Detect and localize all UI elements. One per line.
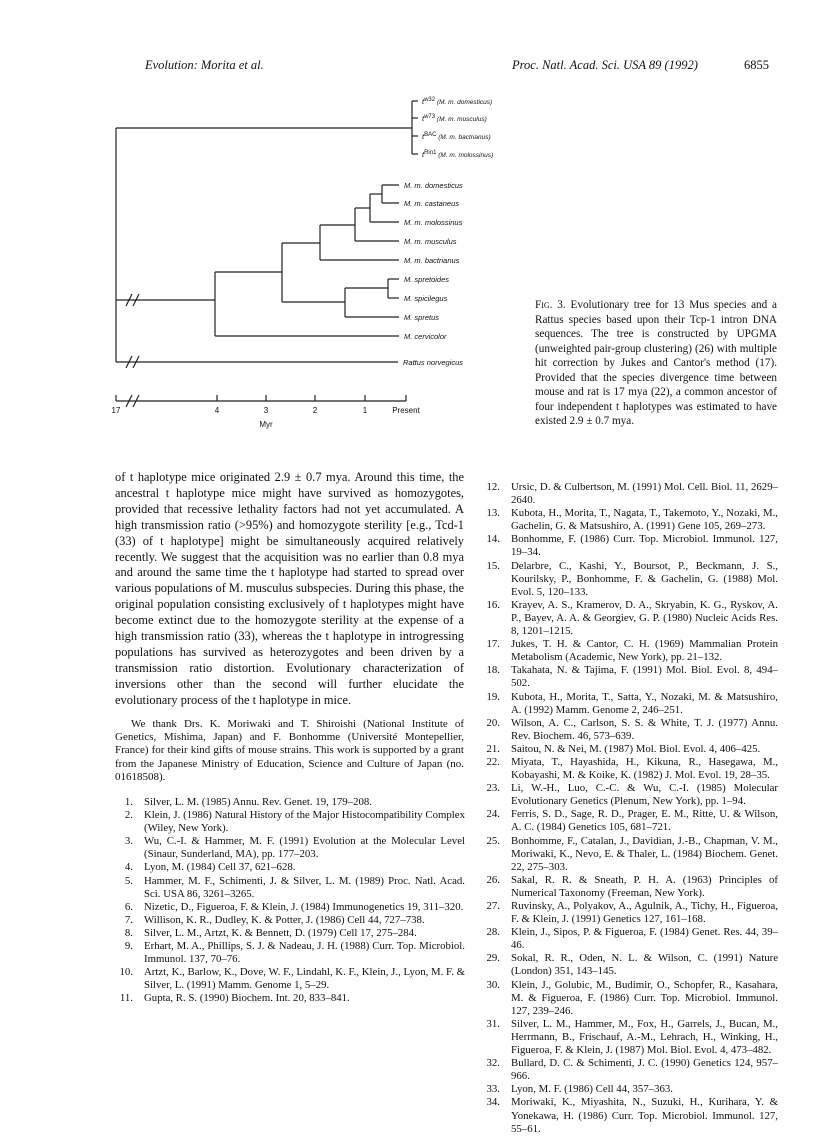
leaf-label: $t^{w73}$ (M. m. musculus) (422, 114, 487, 123)
reference-item (482, 638, 778, 664)
reference-item (115, 940, 465, 966)
leaf-label: $t^{w32}$ (M. m. domesticus) (422, 97, 493, 106)
reference-number: 26. (486, 873, 500, 886)
reference-text: Sakal, R. R. & Sneath, P. H. A. (1963) Principles of Numerical Taxonomy (Freeman, New York). (511, 873, 778, 899)
reference-number: 15. (486, 559, 500, 572)
time-axis (112, 406, 421, 429)
reference-item (115, 914, 465, 927)
reference-text: Krayev, A. S., Kramerov, D. A., Skryabin, K. G., Ryskov, A. P., Bayev, A. A. & Georgiev, G. P. (1980) Nucleic Acids Res. 8, 1201–1215. (511, 598, 778, 638)
axis-tick-label: 4 (214, 406, 220, 415)
reference-text: Lyon, M. F. (1986) Cell 44, 357–363. (511, 1083, 673, 1096)
reference-item (482, 782, 778, 808)
leaf-label: M. m. domesticus (404, 181, 463, 190)
reference-text: Moriwaki, K., Miyashita, N., Suzuki, H., Kurihara, Y. & Yonekawa, H. (1986) Curr. Top. Microbiol. Immunol. 127, 55–61. (511, 1096, 778, 1135)
reference-text: Hammer, M. F., Schimenti, J. & Silver, L. M. (1989) Proc. Natl. Acad. Sci. USA 86, 3261–3265. (144, 874, 465, 900)
reference-item (482, 599, 778, 638)
leaf-label: M. spretoides (404, 275, 450, 284)
reference-item (482, 533, 778, 559)
reference-text: Wilson, A. C., Carlson, S. S. & White, T. J. (1977) Annu. Rev. Biochem. 46, 573–639. (511, 716, 778, 742)
reference-text: Artzt, K., Barlow, K., Dove, W. F., Lindahl, K. F., Klein, J., Lyon, M. F. & Silver, L. (1991) Mamm. Genome 1, 5–29. (144, 966, 465, 992)
reference-text: Delarbre, C., Kashi, Y., Boursot, P., Beckmann, J. S., Kourilsky, P., Bonhomme, F. & Gachelin, G. (1988) Mol. Evol. 5, 120–133. (511, 559, 778, 598)
reference-number: 21. (486, 742, 500, 755)
tree-leaf-labels (403, 97, 493, 367)
reference-item (115, 809, 465, 835)
reference-text: Bonhomme, F. (1986) Curr. Top. Microbiol. Immunol. 127, 19–34. (511, 533, 778, 559)
reference-number: 5. (124, 874, 133, 887)
reference-item (482, 1083, 778, 1096)
reference-item (482, 717, 778, 743)
reference-text: Klein, J. (1986) Natural History of the Major Histocompatibility Complex (Wiley, New York). (144, 809, 465, 835)
reference-item (482, 979, 778, 1018)
reference-text: Silver, L. M. (1985) Annu. Rev. Genet. 19, 179–208. (144, 796, 372, 808)
leaf-label: M. spicilegus (404, 294, 448, 303)
reference-item (115, 796, 465, 809)
reference-number: 3. (124, 835, 133, 848)
leaf-label: M. m. bactrianus (404, 256, 460, 265)
reference-item (482, 874, 778, 900)
axis-tick-label: Present (392, 406, 420, 415)
reference-number: 11. (119, 992, 133, 1005)
acknowledgment-paragraph: We thank Drs. K. Moriwaki and T. Shiroishi (National Institute of Genetics, Mishima, Japan) and F. Bonhomme (Université Montepellier, France) for their kind gifts of mouse strains. This work is supported by a grant from the Japanese Ministry of Education, Science and Culture of Japan (no. 01618508). (115, 718, 464, 783)
reference-item (482, 664, 778, 690)
reference-number: 4. (124, 861, 133, 874)
reference-item (115, 966, 465, 992)
axis-label: Myr (259, 420, 273, 429)
reference-item (115, 835, 465, 861)
reference-item (482, 808, 778, 834)
reference-text: Silver, L. M., Artzt, K. & Bennett, D. (1979) Cell 17, 275–284. (144, 926, 417, 939)
reference-text: Wu, C.-I. & Hammer, M. F. (1991) Evolution at the Molecular Level (Sinaur, Sunderland, MA), pp. 177–203. (144, 835, 465, 861)
reference-item (482, 835, 778, 874)
reference-number: 20. (486, 716, 500, 729)
reference-text: Silver, L. M., Hammer, M., Fox, H., Garrels, J., Bucan, M., Herrmann, B., Frischauf, A.-M., Lehrach, H., Winking, H., Figueroa, F. & Klein, J. (1987) Mol. Biol. Evol. 4, 473–482. (511, 1017, 778, 1057)
leaf-label: M. m. molossinus (404, 218, 463, 227)
reference-number: 22. (486, 755, 500, 768)
reference-number: 34. (486, 1096, 500, 1109)
axis-tick-label: 17 (111, 406, 121, 415)
reference-number: 31. (486, 1017, 500, 1030)
reference-number: 9. (124, 940, 133, 953)
reference-item (482, 900, 778, 926)
reference-number: 13. (486, 507, 500, 520)
reference-item (115, 875, 465, 901)
reference-number: 8. (124, 926, 133, 939)
reference-number: 18. (486, 664, 500, 677)
reference-text: Ruvinsky, A., Polyakov, A., Agulnik, A., Tichy, H., Figueroa, F. & Klein, J. (1991) Genetics 127, 161–168. (511, 900, 778, 926)
reference-number: 29. (486, 952, 500, 965)
reference-number: 12. (486, 481, 500, 493)
reference-text: Bonhomme, F., Catalan, J., Davidian, J.-B., Chapman, V. M., Moriwaki, K., Nevo, E. & Thaler, L. (1984) Biochem. Genet. 22, 275–303. (511, 834, 778, 873)
reference-item (482, 756, 778, 782)
reference-item (115, 861, 465, 874)
reference-text: Gupta, R. S. (1990) Biochem. Int. 20, 833–841. (144, 992, 350, 1005)
reference-text: Sokal, R. R., Oden, N. L. & Wilson, C. (1991) Nature (London) 351, 143–145. (511, 952, 778, 978)
page-number: 6855 (744, 58, 769, 72)
reference-text: Klein, J., Golubic, M., Budimir, O., Schopfer, R., Kasahara, M. & Figueroa, F. (1986) Curr. Top. Microbiol. Immunol. 127, 239–246. (511, 978, 778, 1017)
axis-tick-label: 3 (263, 406, 269, 415)
leaf-label: M. cervicolor (404, 332, 447, 341)
reference-item (482, 691, 778, 717)
reference-text: Ursic, D. & Culbertson, M. (1991) Mol. Cell. Biol. 11, 2629–2640. (511, 481, 778, 507)
reference-number: 27. (486, 900, 500, 912)
figure-caption-text: Evolutionary tree for 13 Mus species and a Rattus species based upon their Tcp-1 intron DNA sequences. The tree is constructed by UPGMA (unweighted pair-group clustering) (26) with multiple hit correction by Jukes and Cantor's method (17). Provided that the species divergence time between mouse and rat is 17 mya (22), a common ancestor of four independent t haplotypes was estimated to have existed 2.9 ± 0.7 mya. (535, 299, 778, 427)
reference-text: Willison, K. R., Dudley, K. & Potter, J. (1986) Cell 44, 727–738. (144, 913, 425, 926)
reference-item (482, 1057, 778, 1083)
reference-text: Ferris, S. D., Sage, R. D., Prager, E. M., Ritte, U. & Wilson, A. C. (1984) Genetics 105, 681–721. (511, 808, 778, 834)
reference-number: 7. (124, 913, 133, 926)
axis-tick-label: 1 (362, 406, 368, 415)
tree-branches (116, 101, 418, 407)
reference-text: Erhart, M. A., Phillips, S. J. & Nadeau, J. H. (1988) Curr. Top. Microbiol. Immunol. 137, 70–76. (144, 940, 465, 966)
reference-number: 30. (486, 978, 500, 991)
reference-item (482, 481, 778, 507)
reference-number: 2. (124, 809, 133, 822)
leaf-label: $t^{BAC}$ (M. m. bactrianus) (422, 132, 491, 141)
reference-number: 33. (486, 1083, 500, 1096)
leaf-label: $t^{Rin1}$ (M. m. molossinus) (422, 150, 494, 159)
reference-item (482, 1018, 778, 1057)
reference-item (482, 560, 778, 599)
reference-number: 1. (124, 796, 133, 808)
reference-item (482, 926, 778, 952)
reference-text: Lyon, M. (1984) Cell 37, 621–628. (144, 861, 296, 874)
reference-list-right (482, 481, 778, 1136)
reference-text: Kubota, H., Morita, T., Satta, Y., Nozaki, M. & Matsushiro, A. (1992) Mamm. Genome 2, 246–251. (511, 690, 778, 716)
reference-number: 17. (486, 638, 500, 651)
reference-number: 19. (486, 690, 500, 703)
reference-list-left (115, 796, 465, 1006)
reference-number: 10. (119, 966, 133, 979)
figure-caption (535, 298, 777, 429)
reference-text: Miyata, T., Hayashida, H., Kikuna, R., Hasegawa, M., Kobayashi, M. & Koike, K. (1982) J. Mol. Evol. 19, 28–35. (511, 755, 778, 782)
reference-item (482, 743, 778, 756)
running-header-left: Evolution: Morita et al. (145, 58, 264, 72)
reference-number: 32. (486, 1057, 500, 1070)
reference-number: 6. (124, 900, 133, 913)
leaf-label: M. m. castaneus (404, 199, 460, 208)
reference-number: 25. (486, 834, 500, 847)
leaf-label: M. spretus (404, 313, 440, 322)
reference-item (115, 901, 465, 914)
reference-item (482, 1096, 778, 1135)
figure-caption-label: Fig. 3. (535, 299, 566, 311)
leaf-label: M. m. musculus (404, 237, 457, 246)
reference-item (482, 507, 778, 533)
leaf-label: Rattus norvegicus (403, 358, 464, 367)
reference-number: 14. (486, 533, 500, 546)
reference-text: Bullard, D. C. & Schimenti, J. C. (1990) Genetics 124, 957–966. (511, 1057, 778, 1083)
axis-tick-label: 2 (312, 406, 318, 415)
reference-number: 24. (486, 808, 500, 821)
reference-text: Saitou, N. & Nei, M. (1987) Mol. Biol. Evol. 4, 406–425. (511, 742, 761, 755)
body-paragraph: of t haplotype mice originated 2.9 ± 0.7 mya. Around this time, the ancestral t haplotype mice might have survived as homozygotes, provided that recessive lethality factors had not yet accumulated. A high transmission ratio (>95%) and homozygote sterility [e.g., Tcd-1 (33) of t haplotype] might be simultaneously acquired relatively recently. We suggest that the acquisition was no earlier than 0.8 mya and around the same time the t haplotype had started to spread over various populations of M. musculus subspecies. During this phase, the original population consisting exclusively of t haplotypes might have become extinct due to the homozygote sterility at the expense of a high transmission ratio (33), whereas the t haplotype in introgressing populations has survived as heterozygotes and been driven by a transmission ratio distortion. Evolutionary characterization of inversions other than the second will further elucidate the evolutionary process of the t haplotype in mice. (115, 470, 464, 707)
reference-number: 23. (486, 782, 500, 795)
reference-text: Jukes, T. H. & Cantor, C. H. (1969) Mammalian Protein Metabolism (Academic, New York), pp. 21–132. (511, 638, 778, 664)
reference-number: 16. (486, 598, 500, 611)
reference-item (482, 952, 778, 978)
running-header-right: Proc. Natl. Acad. Sci. USA 89 (1992) (512, 58, 698, 72)
reference-text: Nizetic, D., Figueroa, F. & Klein, J. (1984) Immunogenetics 19, 311–320. (144, 900, 464, 913)
reference-text: Klein, J., Sipos, P. & Figueroa, F. (1984) Genet. Res. 44, 39–46. (511, 926, 778, 952)
reference-item (115, 992, 465, 1005)
reference-item (115, 927, 465, 940)
reference-text: Kubota, H., Morita, T., Nagata, T., Takemoto, Y., Nozaki, M., Gachelin, G. & Matsushiro, A. (1991) Gene 105, 269–273. (511, 507, 778, 533)
reference-text: Li, W.-H., Luo, C.-C. & Wu, C.-I. (1985) Molecular Evolutionary Genetics (Plenum, New York), pp. 1–94. (511, 782, 778, 808)
reference-text: Takahata, N. & Tajima, F. (1991) Mol. Biol. Evol. 8, 494–502. (511, 664, 778, 690)
reference-number: 28. (486, 926, 500, 939)
